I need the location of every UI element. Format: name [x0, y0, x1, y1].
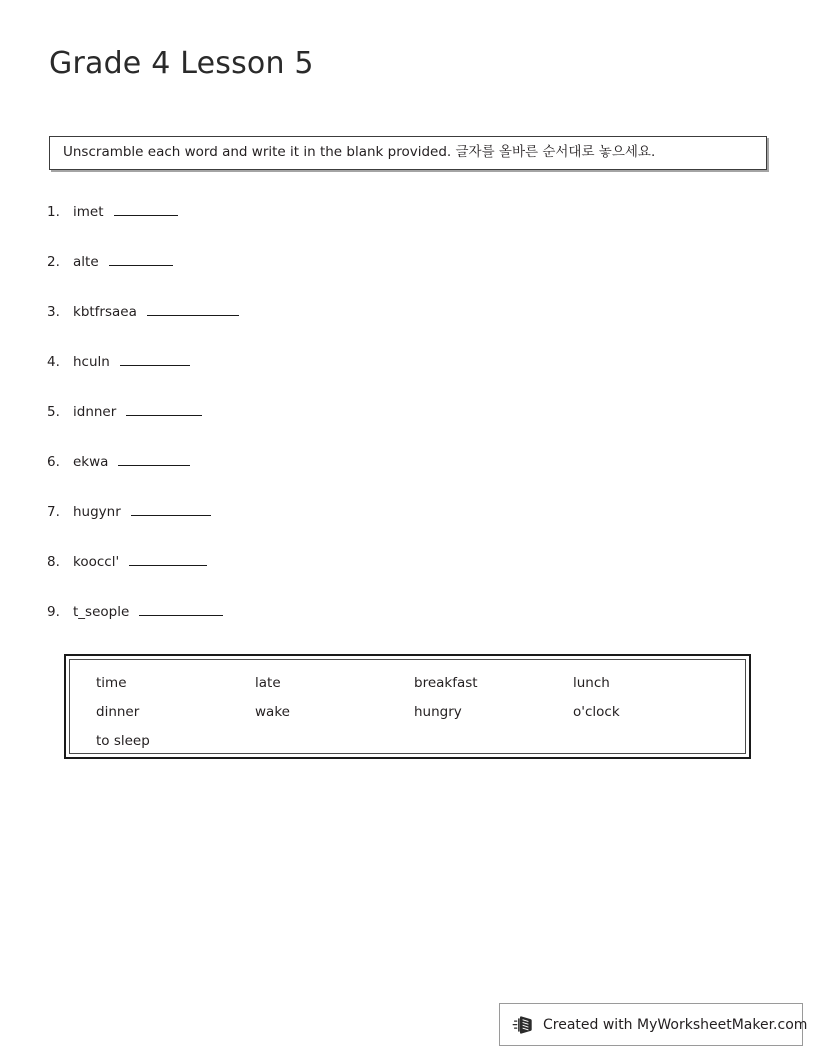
answer-blank[interactable]	[139, 603, 223, 616]
question-number: 1.	[47, 204, 60, 220]
word-bank-inner	[69, 659, 746, 754]
scrambled-word: ekwa	[73, 454, 109, 470]
question-row	[47, 353, 747, 403]
question-number: 7.	[47, 504, 60, 520]
word-bank-word: late	[255, 674, 281, 691]
scrambled-word: idnner	[73, 404, 117, 420]
question-number: 2.	[47, 254, 60, 270]
answer-blank[interactable]	[120, 353, 190, 366]
instruction-box	[49, 136, 767, 170]
question-row	[47, 603, 747, 653]
question-row	[47, 253, 747, 303]
page-title: Grade 4 Lesson 5	[49, 46, 314, 81]
word-bank-row	[70, 697, 745, 726]
scrambled-word: t_seople	[73, 604, 130, 620]
scrambled-word: kooccl'	[73, 554, 120, 570]
word-bank-word: dinner	[96, 703, 140, 720]
word-bank-word: to sleep	[96, 732, 150, 749]
word-bank-box	[64, 654, 751, 759]
answer-blank[interactable]	[147, 303, 239, 316]
question-row	[47, 553, 747, 603]
scrambled-word: alte	[73, 254, 99, 270]
word-bank-word: o'clock	[573, 703, 620, 720]
scrambled-word: kbtfrsaea	[73, 304, 137, 320]
word-bank-row	[70, 668, 745, 697]
question-row	[47, 203, 747, 253]
question-number: 9.	[47, 604, 60, 620]
answer-blank[interactable]	[126, 403, 202, 416]
question-number: 4.	[47, 354, 60, 370]
word-bank-word: breakfast	[414, 674, 478, 691]
question-row	[47, 403, 747, 453]
question-list	[47, 203, 747, 653]
footer-text: Created with MyWorksheetMaker.com	[543, 1016, 808, 1033]
instruction-text: Unscramble each word and write it in the blank provided. 글자를 올바른 순서대로 놓으세요.	[63, 144, 656, 161]
scrambled-word: hculn	[73, 354, 110, 370]
answer-blank[interactable]	[129, 553, 207, 566]
answer-blank[interactable]	[118, 453, 190, 466]
question-number: 3.	[47, 304, 60, 320]
scrambled-word: imet	[73, 204, 104, 220]
question-number: 5.	[47, 404, 60, 420]
word-bank-word: hungry	[414, 703, 462, 720]
word-bank-word: time	[96, 674, 127, 691]
question-row	[47, 303, 747, 353]
word-bank-row	[70, 726, 745, 755]
question-number: 8.	[47, 554, 60, 570]
answer-blank[interactable]	[114, 203, 178, 216]
footer-badge	[499, 1003, 808, 1046]
scrambled-word: hugynr	[73, 504, 121, 520]
question-row	[47, 503, 747, 553]
word-bank-word: wake	[255, 703, 290, 720]
word-bank-word: lunch	[573, 674, 610, 691]
answer-blank[interactable]	[131, 503, 211, 516]
question-number: 6.	[47, 454, 60, 470]
myworksheetmaker-logo-icon	[512, 1013, 536, 1037]
question-row	[47, 453, 747, 503]
answer-blank[interactable]	[109, 253, 173, 266]
